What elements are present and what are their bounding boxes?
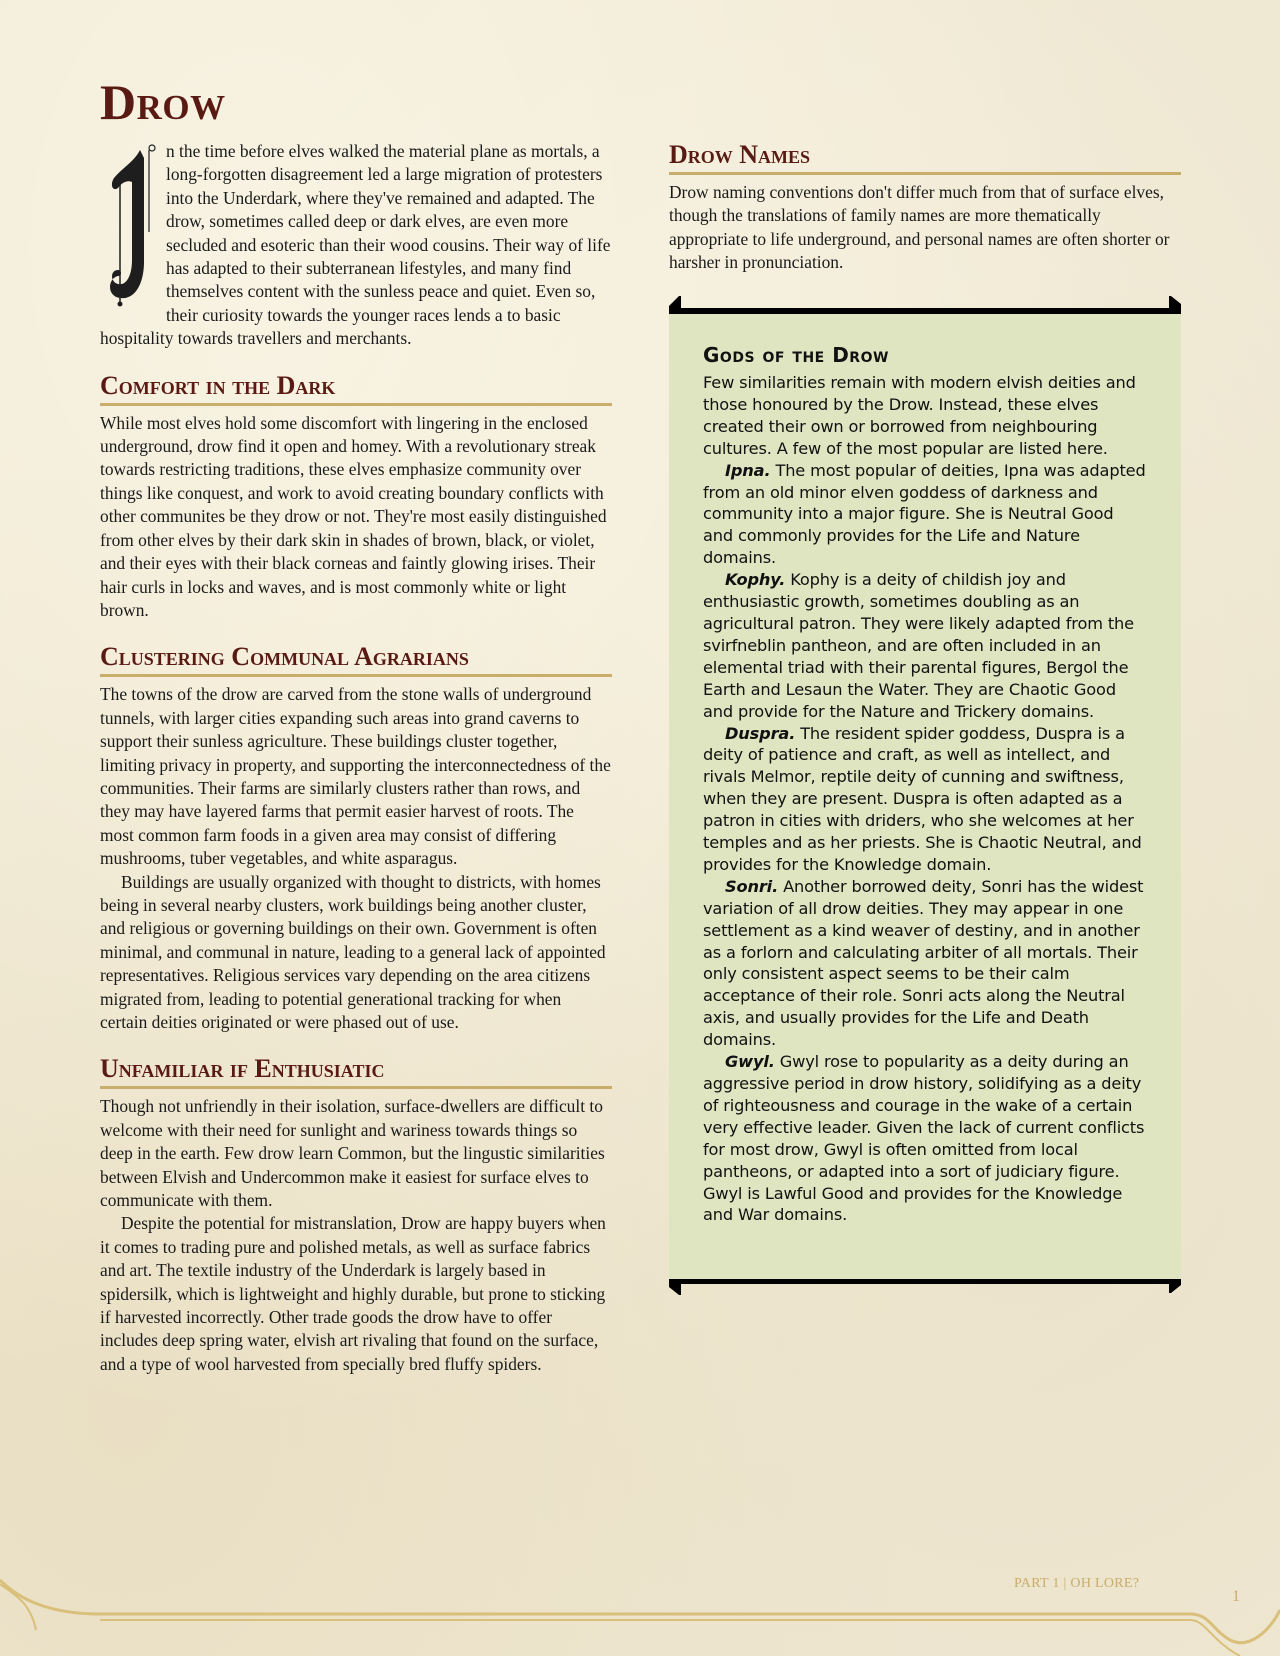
section-heading-clustering: Clustering Communal Agrarians [100,642,612,677]
page-title: Drow [100,74,226,130]
page-number: 1 [1232,1588,1240,1605]
left-column [100,140,612,1376]
deity-text: The resident spider goddess, Duspra is a deity of patience and craft, as well as intellect, and rivals Melmor, reptile deity of cunning and swiftness, when they are present. Duspra is often adapted as a patron in cities with driders, who she welcomes at her temples and as her priests. She is Chaotic Neutral, and provides for the Knowledge domain. [703,723,1142,874]
sidebar-body [669,314,1181,1279]
deity-text: The most popular of deities, Ipna was adapted from an old minor elven goddess of darkness and community into a major figure. She is Neutral Good and commonly provides for the Life and Nature domains. [703,460,1146,568]
deity-text: Another borrowed deity, Sonri has the widest variation of all drow deities. They may appear in one settlement as a kind weaver of destiny, and in another as a forlorn and calculating arbiter of all mortals. Their only consistent aspect seems to be their calm acceptance of their role. Sonri acts along the Neutral axis, and usually provides for the Life and Death domains. [703,876,1144,1050]
deity-entry [703,876,1147,1051]
sidebar-top-border [669,296,1181,314]
deity-name: Ipna. [725,460,771,480]
section-heading-drow-names: Drow Names [669,140,1181,175]
deity-text: Kophy is a deity of childish joy and enthusiastic growth, sometimes doubling as an agricultural patron. They were likely adapted from the svirfneblin pantheon, and are often included in an elemental triad with their parental figures, Bergol the Earth and Lesaun the Water. They are Chaotic Good and provide for the Nature and Trickery domains. [703,570,1134,721]
paragraph: Though not unfriendly in their isolation, surface-dwellers are difficult to welcome with their need for sunlight and wariness towards things so deep in the earth. Few drow learn Common, but the lingustic similarities between Elvish and Undercommon make it easiest for surface elves to communicate with them. [100,1096,605,1211]
paragraph: The towns of the drow are carved from the stone walls of underground tunnels, with larger cities expanding such areas into grand caverns to support their sunless agriculture. These buildings cluster together, limiting privacy in property, and supporting the interconnectedness of the communities. Their farms are similarly clusters rather than rows, and they may have layered farms that permit easier harvest of roots. The most common farm foods in a given area may consist of differing mushrooms, tuber vegetables, and white asparagus. [100,684,611,869]
intro-paragraph: n the time before elves walked the material plane as mortals, a long-forgotten disagreement led a large migration of protesters into the Underdark, where they've remained and adapted. The drow, sometimes called deep or dark elves, are even more secluded and esoteric than their wood cousins. Their way of life has adapted to their subterranean lifestyles, and many find themselves content with the sunless peace and quiet. Even so, their curiosity towards the younger races lends a to basic hospitality towards travellers and merchants. [100,141,611,349]
sidebar-heading: Gods of the Drow [703,343,889,367]
deity-name: Kophy. [725,570,786,590]
right-column [669,140,1181,275]
paragraph: Despite the potential for mistranslation, Drow are happy buyers when it comes to trading pure and polished metals, as well as surface fabrics and art. The textile industry of the Underdark is largely based in spidersilk, which is lightweight and highly durable, but prone to sticking if harvested incorrectly. Other trade goods the drow have to offer includes deep spring water, elvish art rivaling that found on the surface, and a type of wool harvested from specially bred fluffy spiders. [100,1213,606,1374]
deity-name: Gwyl. [725,1052,775,1072]
deity-entry [703,460,1147,570]
paragraph: While most elves hold some discomfort with lingering in the enclosed underground, drow find it open and homey. With a revolutionary streak towards restricting traditions, these elves emphasize community over things like conquest, and work to avoid creating boundary conflicts with other communites be they drow or not. They're most easily distinguished from other elves by their dark skin in shades of brown, black, or violet, and their eyes with their black corneas and faintly glowing irises. Their hair curls in locks and waves, and is most commonly white or light brown. [100,412,607,620]
intro-section [100,140,612,351]
footer-text: PART 1 | OH LORE? [1014,1576,1140,1591]
sidebar-bottom-border [669,1279,1181,1297]
deity-entry [703,1051,1147,1226]
dropcap-ornament-icon [100,142,158,308]
section-heading-unfamiliar: Unfamiliar if Enthusiatic [100,1054,612,1089]
deity-name: Sonri. [725,876,779,896]
sidebar-intro: Few similarities remain with modern elvish deities and those honoured by the Drow. Instead, these elves created their own or borrowed from neighbouring cultures. A few of the most popular are listed here. [703,373,1136,458]
deity-entry [703,723,1147,876]
deity-entry [703,569,1147,722]
paragraph: Buildings are usually organized with thought to districts, with homes being in several nearby clusters, work buildings being another cluster, and religious or governing buildings on their own. Government is often minimal, and communal in nature, leading to a general lack of appointed representatives. Religious services vary depending on the area citizens migrated from, leading to potential generational tracking for when certain deities originated or were phased out of use. [100,871,606,1032]
paragraph: Drow naming conventions don't differ much from that of surface elves, though the translations of family names are more thematically appropriate to life underground, and personal names are often shorter or harsher in pronunciation. [669,182,1170,273]
deity-name: Duspra. [725,723,796,743]
deity-text: Gwyl rose to popularity as a deity during an aggressive period in drow history, solidifying as a deity of righteousness and courage in the wake of a certain very effective leader. Given the lack of current conflicts for most drow, Gwyl is often omitted from local pantheons, or adapted into a sort of judiciary figure. Gwyl is Lawful Good and provides for the Knowledge and War domains. [703,1052,1145,1225]
section-heading-comfort: Comfort in the Dark [100,371,612,406]
sidebar-note [669,296,1181,1297]
